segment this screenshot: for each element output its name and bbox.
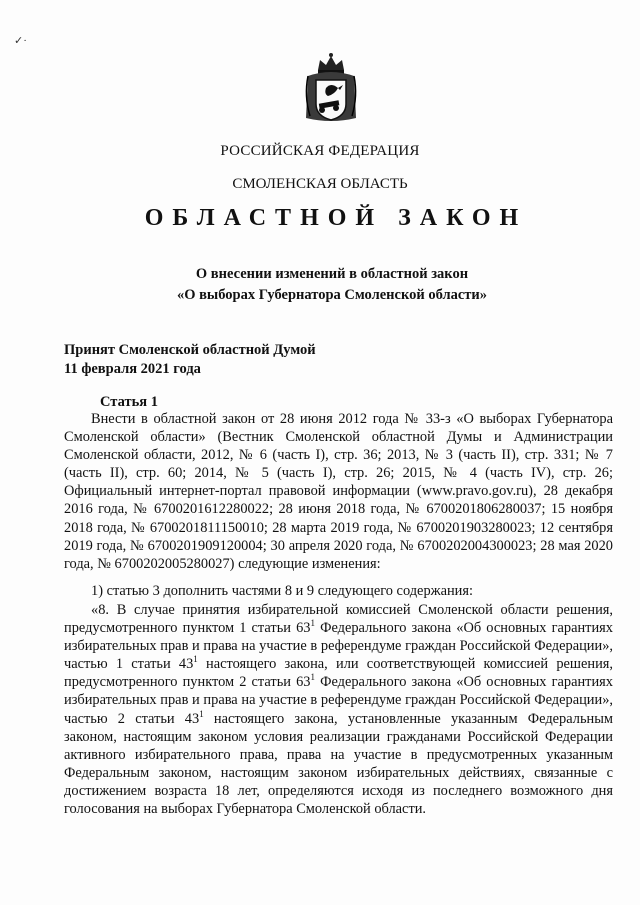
part-8-text-5: настоящего закона, установленные указанным Федеральным законом, настоящим законом условия реализации гражданами Российской Федерации активного избирательного права, права на участие в предусмотренных указанным Федеральным законом, настоящим законом избирательных действиях, связанные с достижением возраста 18 лет, определяются исходя из последнего возможного дня голосования на выборах Губернатора Смоленской области. <box>64 710 613 818</box>
law-subject-line-2: «О выборах Губернатора Смоленской области» <box>176 287 488 303</box>
superscript-mark: 1 <box>193 654 198 665</box>
article-intro-paragraph: Внести в областной закон от 28 июня 2012 года № 33-з «О выборах Губернатора Смоленской области» (Вестник Смоленской областной Думы и Администрации Смоленской области, 2012, № 6 (часть I), стр. 36; 2013, № 3 (часть II), стр. 331; № 7 (часть II), стр. 60; 2014, № 5 (часть I), стр. 26; 2015, № 4 (часть IV), стр. 26; Официальный интернет-портал правовой информации (www.pravo.gov.ru), 28 декабря 2016 года, № 6700201612280022; 28 июня 2018 года, № 6700201806280037; 15 ноября 2018 года, № 6700201811150010; 28 марта 2019 года, № 6700201903280023; 12 сентября 2019 года, № 6700201909120004; 30 апреля 2020 года, № 6700202004300023; 28 мая 2020 года, № 6700202005280027) следующие изменения: <box>64 411 613 572</box>
handwritten-mark: ✓· <box>14 35 27 47</box>
amendment-item-1: 1) статью 3 дополнить частями 8 и 9 следующего содержания: <box>91 583 473 599</box>
amendment-part-8-paragraph <box>64 601 613 818</box>
part-8-text-1: «8. В случае принятия избирательной комиссией Смоленской области решения, предусмотренного пунктом 1 статьи 63 <box>64 602 613 637</box>
part-8-text-4: Федерального закона «Об основных гарантиях избирательных прав и права на участие в референдуме граждан Российской Федерации», частью 2 статьи 43 <box>64 674 613 727</box>
part-8-text-2: Федерального закона «Об основных гарантиях избирательных прав и права на участие в референдуме граждан Российской Федерации», частью 1 статьи 43 <box>64 620 613 673</box>
adoption-date: 11 февраля 2021 года <box>64 361 201 377</box>
article-heading: Статья 1 <box>100 394 158 410</box>
part-8-text-3: настоящего закона, или соответствующей комиссией решения, предусмотренного пунктом 2 статьи 63 <box>64 656 613 691</box>
superscript-mark: 1 <box>199 708 204 719</box>
superscript-mark: 1 <box>310 672 315 683</box>
law-subject-line-1: О внесении изменений в областной закон <box>195 266 469 282</box>
region-heading: СМОЛЕНСКАЯ ОБЛАСТЬ <box>232 176 408 192</box>
federation-heading: РОССИЙСКАЯ ФЕДЕРАЦИЯ <box>220 143 420 159</box>
superscript-mark: 1 <box>310 618 315 629</box>
document-type-title: ОБЛАСТНОЙ ЗАКОН <box>144 205 528 231</box>
adopted-by: Принят Смоленской областной Думой <box>64 342 316 358</box>
coat-of-arms-icon <box>300 52 362 124</box>
